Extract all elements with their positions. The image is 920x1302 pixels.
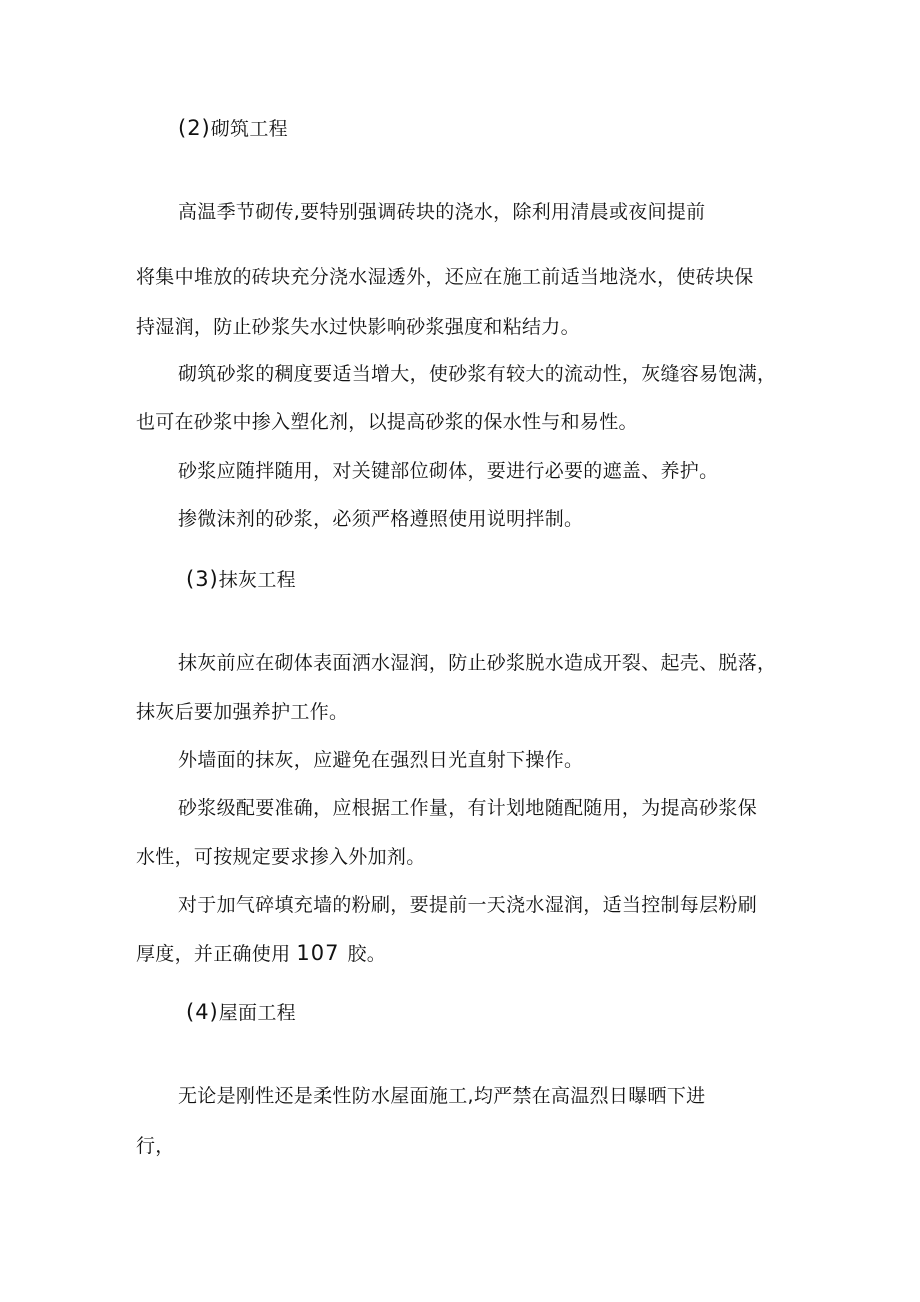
section-heading-2 (178, 116, 288, 141)
section-title: 抹灰工程 (218, 569, 296, 591)
paragraph-line: 掺微沫剂的砂浆，必须严格遵照使用说明拌制。 (178, 508, 584, 530)
paragraph-line (136, 941, 386, 966)
paragraph-line: 持湿润，防止砂浆失水过快影响砂浆强度和粘结力。 (136, 316, 580, 338)
section-number: (4) (186, 1000, 219, 1024)
paragraph-line: 砌筑砂浆的稠度要适当增大，使砂浆有较大的流动性，灰缝容易饱满， (178, 363, 777, 385)
paragraph-line: 也可在砂浆中掺入塑化剂，以提高砂浆的保水性与和易性。 (136, 411, 638, 433)
paragraph-line: 外墙面的抹灰，应避免在强烈日光直射下操作。 (178, 749, 584, 771)
paragraph-line: 将集中堆放的砖块充分浇水湿透外，还应在施工前适当地浇水，使砖块保 (136, 266, 754, 288)
glue-model-number: 107 (296, 941, 340, 965)
text-run: 胶。 (347, 943, 387, 965)
paragraph-line: 无论是刚性还是柔性防水屋面施工,均严禁在高温烈日曝晒下进 (178, 1085, 706, 1107)
paragraph-line: 砂浆应随拌随用，对关键部位砌体，要进行必要的遮盖、养护。 (178, 460, 719, 482)
paragraph-line: 行， (136, 1135, 175, 1157)
section-number: (2) (178, 116, 211, 140)
paragraph-line: 砂浆级配要准确，应根据工作量，有计划地随配随用，为提高砂浆保 (178, 797, 758, 819)
section-number: (3) (186, 567, 219, 591)
paragraph-line: 水性，可按规定要求掺入外加剂。 (136, 846, 426, 868)
paragraph-line: 抹灰后要加强养护工作。 (136, 701, 349, 723)
section-title: 屋面工程 (218, 1002, 296, 1024)
section-title: 砌筑工程 (210, 118, 288, 140)
paragraph-line: 抹灰前应在砌体表面洒水湿润，防止砂浆脱水造成开裂、起壳、脱落， (178, 652, 777, 674)
text-run: 厚度，并正确使用 (136, 943, 291, 965)
section-heading-4 (186, 1000, 296, 1025)
section-heading-3 (186, 567, 296, 592)
paragraph-line: 对于加气碎填充墙的粉刷，要提前一天浇水湿润，适当控制每层粉刷 (178, 894, 758, 916)
paragraph-line: 高温季节砌传,要特别强调砖块的浇水，除利用清晨或夜间提前 (178, 201, 706, 223)
